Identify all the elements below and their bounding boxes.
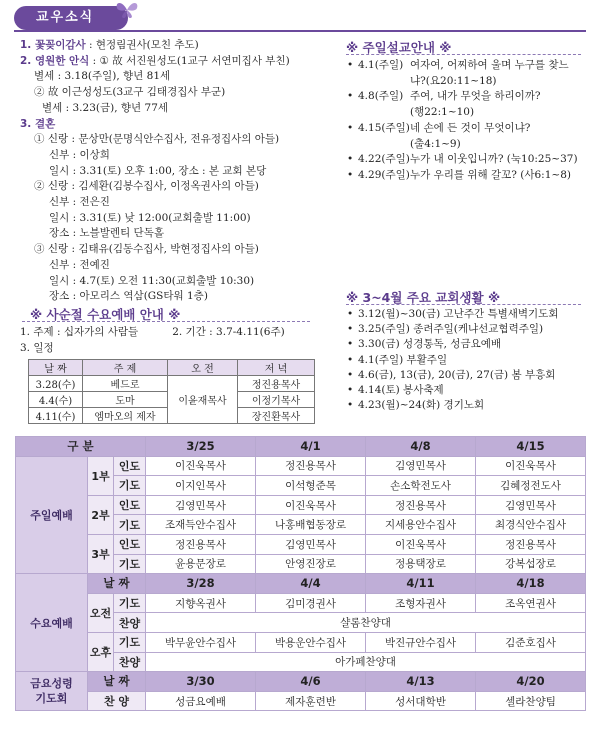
table-row [16, 574, 586, 594]
role-label: 기도 [114, 554, 146, 574]
lent-date: 3.28(수) [29, 376, 83, 392]
table-cell: 정진용목사 [366, 495, 476, 515]
wednesday-label: 수요예배 [16, 574, 88, 672]
role-label: 찬양 [114, 613, 146, 633]
wedding-1-bride: 신부 : 이상희 [49, 148, 110, 161]
role-label: 인도 [114, 495, 146, 515]
table-cell: 나홍배협동장로 [256, 515, 366, 535]
lent-morning: 이윤재목사 [168, 376, 238, 424]
table-cell: 조재득안수집사 [146, 515, 256, 535]
sunday-label: 주일예배 [16, 456, 88, 574]
table-cell: 김준호집사 [476, 632, 586, 652]
eternal-rest-2: ② 故 이근성성도(3교구 김태경집사 부군) [34, 86, 226, 99]
role-label: 인도 [114, 534, 146, 554]
part-label: 3부 [88, 534, 114, 573]
sermon-list [346, 58, 591, 184]
lent-topic-cell: 도마 [83, 392, 168, 408]
table-cell: 박무윤안수집사 [146, 632, 256, 652]
wedding-3-place: 장소 : 아모리스 역삼(GS타워 1층) [49, 290, 208, 303]
table-cell: 지세용안수집사 [366, 515, 476, 535]
list-item: • 4.29(주일) 누가 우리를 위해 갈꼬? (사6:1~8) [346, 168, 591, 184]
list-item: • 4.8(주일) 주여, 내가 무엇을 하리이까? (행22:1~10) [346, 89, 591, 120]
wedding-2-bride: 신부 : 전은진 [49, 196, 110, 209]
lent-topic-cell: 베드로 [83, 376, 168, 392]
date-label: 날 짜 [88, 574, 146, 594]
lent-info [20, 325, 320, 356]
lent-date: 4.11(수) [29, 408, 83, 424]
table-cell: 이석형준목 [256, 476, 366, 496]
table-row [16, 691, 586, 711]
table-cell: 셀라찬양팀 [476, 691, 586, 711]
lent-topic: 1. 주제 : 십자가의 사람들 [20, 326, 139, 338]
header-date: 4/15 [476, 437, 586, 457]
events-list [346, 307, 591, 413]
role-label: 찬 양 [88, 691, 146, 711]
table-cell: 김미경권사 [256, 593, 366, 613]
table-cell: 박용운안수집사 [256, 632, 366, 652]
list-item: • 4.1(주일) 여자여, 어찌하여 울며 누구를 찾느 냐?(요20:11~18) [346, 58, 591, 89]
table-cell: 제자훈련반 [256, 691, 366, 711]
wednesday-date: 4/4 [256, 574, 366, 594]
table-cell: 김영민목사 [476, 495, 586, 515]
header-date: 4/1 [256, 437, 366, 457]
sermons-divider [346, 54, 581, 55]
banner-rule [14, 30, 586, 32]
wedding-2-when: 일시 : 3.31(토) 낮 12:00(교회출발 11:00) [49, 211, 251, 224]
table-cell: 이진욱목사 [366, 534, 476, 554]
table-cell: 박진규안수집사 [366, 632, 476, 652]
butterfly-icon [114, 0, 140, 20]
table-cell: 이지인목사 [146, 476, 256, 496]
table-row [16, 534, 586, 554]
header-label: 구 분 [16, 437, 146, 457]
list-item: • 4.6(금), 13(금), 20(금), 27(금) 봄 부흥회 [346, 368, 591, 383]
col-header: 주 제 [83, 360, 168, 376]
wednesday-date: 3/28 [146, 574, 256, 594]
events-divider [346, 304, 581, 305]
date-label: 날 짜 [88, 672, 146, 692]
role-label: 기도 [114, 515, 146, 535]
list-item: • 3.25(주일) 종려주일(케냐선교협력주일) [346, 322, 591, 337]
wedding-3-groom: ③ 신랑 : 김태유(김동수집사, 박현정집사의 아들) [34, 243, 259, 256]
table-cell: 샬롬찬양대 [146, 613, 586, 633]
banner-title: 교우소식 [36, 10, 95, 25]
role-label: 인도 [114, 456, 146, 476]
role-label: 찬양 [114, 652, 146, 672]
wedding-3-when: 일시 : 4.7(토) 오전 11:30(교회출발 10:30) [49, 274, 255, 287]
table-cell: 성금요예배 [146, 691, 256, 711]
friday-date: 3/30 [146, 672, 256, 692]
pm-label: 오후 [88, 632, 114, 671]
table-cell: 손소학전도사 [366, 476, 476, 496]
table-row [16, 593, 586, 613]
lent-topic-cell: 엠마오의 제자 [83, 408, 168, 424]
col-header: 저 녁 [238, 360, 315, 376]
eternal-rest-1-date: 별세 : 3.18(주일), 향년 81세 [34, 70, 171, 83]
table-cell: 정진용목사 [146, 534, 256, 554]
wedding-3-bride: 신부 : 전예진 [49, 258, 110, 271]
list-item: • 3.12(월)~30(금) 고난주간 특별새벽기도회 [346, 307, 591, 322]
lent-schedule-label: 3. 일정 [20, 341, 54, 354]
list-item: • 3.30(금) 성경통독, 성금요예배 [346, 337, 591, 352]
table-cell: 아가페찬양대 [146, 652, 586, 672]
wednesday-date: 4/18 [476, 574, 586, 594]
wedding-heading: 3. 결혼 [20, 117, 56, 130]
table-cell: 정진용목사 [256, 456, 366, 476]
col-header: 오 전 [168, 360, 238, 376]
table-cell: 김영민목사 [256, 534, 366, 554]
am-label: 오전 [88, 593, 114, 632]
wednesday-date: 4/11 [366, 574, 476, 594]
wedding-2-place: 장소 : 노블발렌티 단독홀 [49, 227, 164, 240]
lent-title: ※ 사순절 수요예배 안내 ※ [30, 307, 181, 322]
role-label: 기도 [114, 632, 146, 652]
news-column [20, 38, 320, 305]
table-row [16, 632, 586, 652]
part-label: 1부 [88, 456, 114, 495]
lent-evening: 장진환목사 [238, 408, 315, 424]
list-item: • 4.1(주일) 부활주일 [346, 353, 591, 368]
friday-date: 4/6 [256, 672, 366, 692]
eternal-rest-1: 2. 영원한 안식 : ① 故 서진원성도(1교구 서연미집사 부친) [20, 54, 290, 67]
list-item: • 4.15(주일) 네 손에 든 것이 무엇이냐? (출4:1~9) [346, 121, 591, 152]
service-schedule-table [15, 436, 586, 711]
table-row [29, 376, 315, 392]
table-cell: 이진욱목사 [256, 495, 366, 515]
friday-label: 금요성령 기도회 [16, 672, 88, 711]
role-label: 기도 [114, 593, 146, 613]
header-date: 4/8 [366, 437, 476, 457]
table-cell: 성서대학반 [366, 691, 476, 711]
part-label: 2부 [88, 495, 114, 534]
list-item: • 4.14(토) 봉사축제 [346, 383, 591, 398]
events-title: ※ 3~4월 주요 교회생활 ※ [346, 290, 501, 305]
wedding-2-groom: ② 신랑 : 김세환(김봉수집사, 이정옥권사의 아들) [34, 180, 259, 193]
table-cell: 정진용목사 [476, 534, 586, 554]
table-cell: 김혜정전도사 [476, 476, 586, 496]
flower-thanks: 1. 꽃꽂이감사 : 현정림권사(모친 추도) [20, 39, 199, 51]
wedding-1-groom: ① 신랑 : 문상만(문명식안수집사, 전유정집사의 아들) [34, 133, 280, 146]
lent-divider [22, 321, 310, 322]
table-cell: 김영민목사 [366, 456, 476, 476]
lent-period: 2. 기간 : 3.7-4.11(6주) [172, 326, 285, 338]
header-date: 3/25 [146, 437, 256, 457]
table-header-row [29, 360, 315, 376]
sermons-title: ※ 주일설교안내 ※ [346, 40, 452, 55]
table-cell: 안영진장로 [256, 554, 366, 574]
col-header: 날 짜 [29, 360, 83, 376]
friday-date: 4/20 [476, 672, 586, 692]
lent-date: 4.4(수) [29, 392, 83, 408]
list-item: • 4.23(월)~24(화) 경기노회 [346, 398, 591, 413]
lent-schedule-table [28, 359, 315, 424]
lent-evening: 정진용목사 [238, 376, 315, 392]
table-row [16, 672, 586, 692]
wedding-1-when: 일시 : 3.31(토) 오후 1:00, 장소 : 본 교회 본당 [49, 164, 267, 177]
table-header-row [16, 437, 586, 457]
section-banner [14, 6, 128, 30]
eternal-rest-2-date: 별세 : 3.23(금), 향년 77세 [42, 101, 169, 114]
role-label: 기도 [114, 476, 146, 496]
table-cell: 윤용문장로 [146, 554, 256, 574]
table-cell: 최경식안수집사 [476, 515, 586, 535]
lent-evening: 이정기목사 [238, 392, 315, 408]
table-cell: 이진욱목사 [476, 456, 586, 476]
table-cell: 조옥연권사 [476, 593, 586, 613]
list-item: • 4.22(주일) 누가 내 이웃입니까? (눅10:25~37) [346, 152, 591, 168]
table-cell: 조형자권사 [366, 593, 476, 613]
table-row [16, 495, 586, 515]
table-cell: 김영민목사 [146, 495, 256, 515]
table-cell: 강복섭장로 [476, 554, 586, 574]
table-cell: 이진욱목사 [146, 456, 256, 476]
table-cell: 지향옥권사 [146, 593, 256, 613]
table-cell: 정용택장로 [366, 554, 476, 574]
friday-date: 4/13 [366, 672, 476, 692]
table-row [16, 456, 586, 476]
